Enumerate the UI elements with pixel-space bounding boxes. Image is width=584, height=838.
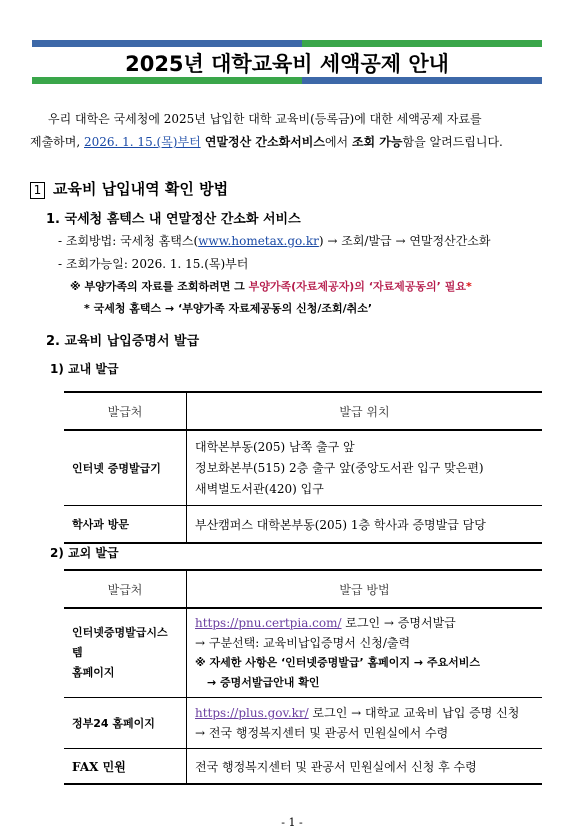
method-line-1-post: 로그인 → 대학교 교육비 납입 증명 신청: [308, 706, 520, 720]
intro-text-2-pre: 제출하며,: [30, 135, 84, 149]
label-line-2: 홈페이지: [72, 666, 115, 679]
intro-text-2-mid: 에서: [324, 135, 352, 149]
row-method: [187, 608, 543, 698]
intro-line-1: [48, 110, 482, 127]
header-method: 발급 방법: [187, 570, 543, 608]
label-line-1: 인터넷증명발급시스템: [72, 626, 168, 659]
row-label: 인터넷 증명발급기: [72, 462, 161, 475]
note-text-pre: ※ 부양가족의 자료를 조회하려면 그: [70, 280, 249, 293]
method-text-post: ) → 조회/발급 → 연말정산간소화: [318, 234, 491, 248]
method-line-3: ※ 자세한 사항은 ‘인터넷증명발급’ 홈페이지 → 주요서비스: [195, 656, 481, 669]
intro-line-2: [30, 133, 503, 150]
row-label: 학사과 방문: [72, 518, 129, 531]
item-1-sub-note: * 국세청 홈택스 → ‘부양가족 자료제공동의 신청/조회/취소’: [84, 302, 373, 315]
row-label: [64, 608, 187, 698]
method-line-1-post: 로그인 → 증명서발급: [341, 616, 456, 630]
method-line-1: [195, 613, 534, 633]
row-location: 부산캠퍼스 대학본부동(205) 1층 학사과 증명발급 담당: [187, 506, 543, 544]
section-1-title: 교육비 납입내역 확인 방법: [53, 180, 229, 198]
note-consent: 부양가족(자료제공자)의 ‘자료제공동의’ 필요: [248, 280, 466, 293]
row-method: [187, 698, 543, 749]
table-header-row: [64, 392, 542, 430]
location-1: 대학본부동(205) 남쪽 출구 앞: [195, 439, 355, 454]
table-row: [64, 749, 542, 785]
intro-text-2-post: 함을 알려드립니다.: [402, 135, 503, 149]
item-2-sub-2: 2) 교외 발급: [50, 546, 119, 560]
method-line-2: → 전국 행정복지센터 및 관공서 민원실에서 수령: [195, 726, 449, 740]
table-off-campus: [64, 569, 542, 785]
table-header-row: [64, 570, 542, 608]
section-number-box: 1: [30, 182, 45, 199]
item-1-heading: 1. 국세청 홈텍스 내 연말정산 간소화 서비스: [46, 212, 301, 227]
header-issuer: 발급처: [107, 582, 143, 597]
top-bar-green: [302, 40, 542, 47]
table-row: [64, 506, 542, 544]
table-row: [64, 430, 542, 506]
top-bar-blue: [32, 40, 302, 47]
method-line-4: → 증명서발급안내 확인: [207, 676, 320, 689]
method-line-1: [195, 703, 534, 723]
table-in-campus: [64, 391, 542, 544]
gov24-link[interactable]: https://plus.gov.kr/: [195, 706, 309, 720]
method-text-pre: - 조회방법: 국세청 홈택스(: [58, 234, 199, 248]
location-3: 새벽벌도서관(420) 입구: [195, 481, 324, 496]
row-locations: [187, 430, 543, 506]
item-2-heading: 2. 교육비 납입증명서 발급: [46, 334, 200, 349]
row-method: 전국 행정복지센터 및 관공서 민원실에서 신청 후 수령: [187, 749, 543, 785]
row-label: FAX 민원: [72, 759, 126, 774]
table-row: [64, 608, 542, 698]
intro-date: 2026. 1. 15.(목)부터: [84, 135, 201, 149]
hometax-link[interactable]: www.hometax.go.kr: [198, 234, 319, 248]
item-1-method: [58, 232, 490, 249]
intro-service: 연말정산 간소화서비스: [200, 135, 325, 149]
header-issuer: 발급처: [107, 404, 143, 419]
item-2-sub-1: 1) 교내 발급: [50, 362, 119, 376]
header-location: 발급 위치: [187, 392, 543, 430]
certpia-link[interactable]: https://pnu.certpia.com/: [195, 616, 342, 630]
page-title: 2025년 대학교육비 세액공제 안내: [125, 52, 449, 76]
item-1-date: - 조회가능일: 2026. 1. 15.(목)부터: [58, 257, 249, 271]
bottom-bar-blue: [302, 77, 542, 84]
intro-text-1: 우리 대학은 국세청에 2025년 납입한 대학 교육비(등록금)에 대한 세액공제 자료를: [48, 112, 482, 126]
item-1-note: [70, 278, 472, 294]
location-2: 정보화본부(515) 2층 출구 앞(중앙도서관 입구 맞은편): [195, 460, 484, 475]
method-line-2: → 구분선택: 교육비납입증명서 신청/출력: [195, 636, 411, 650]
row-label: 정부24 홈페이지: [72, 717, 155, 730]
intro-available: 조회 가능: [351, 135, 403, 149]
page-number: - 1 -: [281, 816, 303, 829]
table-row: [64, 698, 542, 749]
bottom-bar-green: [32, 77, 302, 84]
section-1-heading: [30, 178, 228, 199]
note-star: *: [465, 280, 472, 293]
